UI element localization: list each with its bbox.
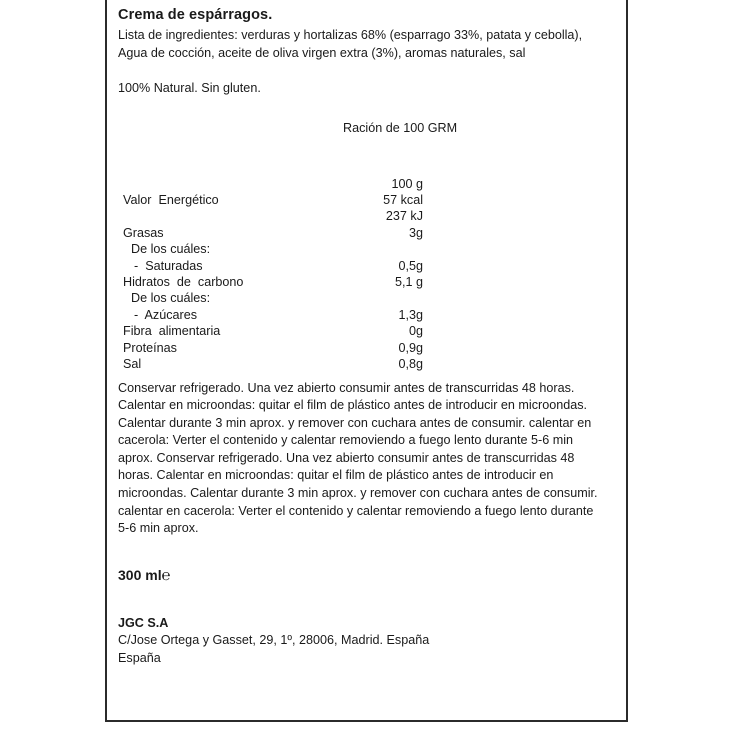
nutrient-value: 1,3g (398, 307, 423, 322)
nutrient-value: 0,9g (398, 340, 423, 355)
net-volume (118, 566, 612, 585)
nutrition-table (118, 176, 423, 373)
nutrient-label: Valor Energético (123, 192, 219, 207)
label-content (107, 0, 626, 667)
table-row (118, 340, 423, 356)
table-row-column-header (118, 176, 423, 192)
company-section (118, 615, 612, 668)
table-row (118, 258, 423, 274)
preparation-instructions: Conservar refrigerado. Una vez abierto consumir antes de transcurridas 48 horas. Calentar en microondas: quitar el film de plástico antes de introducir en microondas. Calentar durante 3 min aprox. y remover con cuchara antes de consumir. calentar en cacerola: Verter el contenido y calentar removiendo a fuego lento durante 5-6 min aprox. Conservar refrigerado. Una vez abierto consumir antes de transcurridas 48 horas. Calentar en microondas: quitar el film de plástico antes de introducir en microondas. Calentar durante 3 min aprox. y remover con cuchara antes de consumir. calentar en cacerola: Verter el contenido y calentar removiendo a fuego lento durante 5-6 min aprox. (118, 380, 598, 536)
nutrient-value: 237 kJ (385, 209, 423, 224)
nutrient-value: 5,1 g (394, 274, 423, 289)
company-address: C/Jose Ortega y Gasset, 29, 1º, 28006, Madrid. España (118, 633, 430, 648)
table-row (118, 241, 423, 257)
company-name: JGC S.A (118, 615, 169, 630)
nutrient-label: Grasas (123, 225, 164, 240)
nutrient-label: Hidratos de carbono (123, 274, 244, 289)
net-volume-value: 300 ml (118, 566, 162, 583)
nutrient-label: De los cuáles: (131, 242, 211, 257)
table-row (118, 208, 423, 224)
portion-heading: Ración de 100 GRM (343, 120, 458, 135)
column-header-amount: 100 g (391, 176, 423, 191)
nutrition-table-body (118, 176, 423, 373)
nutrient-value: 0,8g (398, 356, 423, 371)
product-claims: 100% Natural. Sin gluten. (118, 81, 261, 95)
ingredients-list: Lista de ingredientes: verduras y hortalizas 68% (esparrago 33%, patata y cebolla), Agua de cocción, aceite de oliva virgen extra (3%), aromas naturales, sal (118, 28, 583, 60)
nutrient-label: - Azúcares (134, 307, 197, 322)
nutrition-section (118, 120, 612, 380)
table-row (118, 274, 423, 290)
nutrient-value: 0g (408, 324, 423, 339)
table-row (118, 290, 423, 306)
table-row (118, 323, 423, 339)
product-title: Crema de espárragos. (118, 7, 273, 23)
nutrient-value (313, 290, 423, 306)
table-row (118, 192, 423, 208)
estimated-sign-icon: ℮ (161, 566, 171, 584)
table-row (118, 225, 423, 241)
nutrient-label: De los cuáles: (131, 291, 211, 306)
nutrient-value: 57 kcal (383, 192, 423, 207)
nutrient-value (313, 241, 423, 257)
nutrient-label: Proteínas (123, 340, 177, 355)
column-header-label (118, 176, 313, 192)
nutrient-label: Sal (123, 356, 142, 371)
company-country: España (118, 650, 161, 665)
nutrient-label: Fibra alimentaria (123, 324, 221, 339)
nutrient-label (118, 208, 313, 224)
table-row (118, 307, 423, 323)
nutrient-label: - Saturadas (134, 258, 203, 273)
table-row (118, 356, 423, 372)
nutrient-value: 3g (408, 225, 423, 240)
nutrition-label-card (105, 0, 628, 722)
nutrient-value: 0,5g (398, 258, 423, 273)
